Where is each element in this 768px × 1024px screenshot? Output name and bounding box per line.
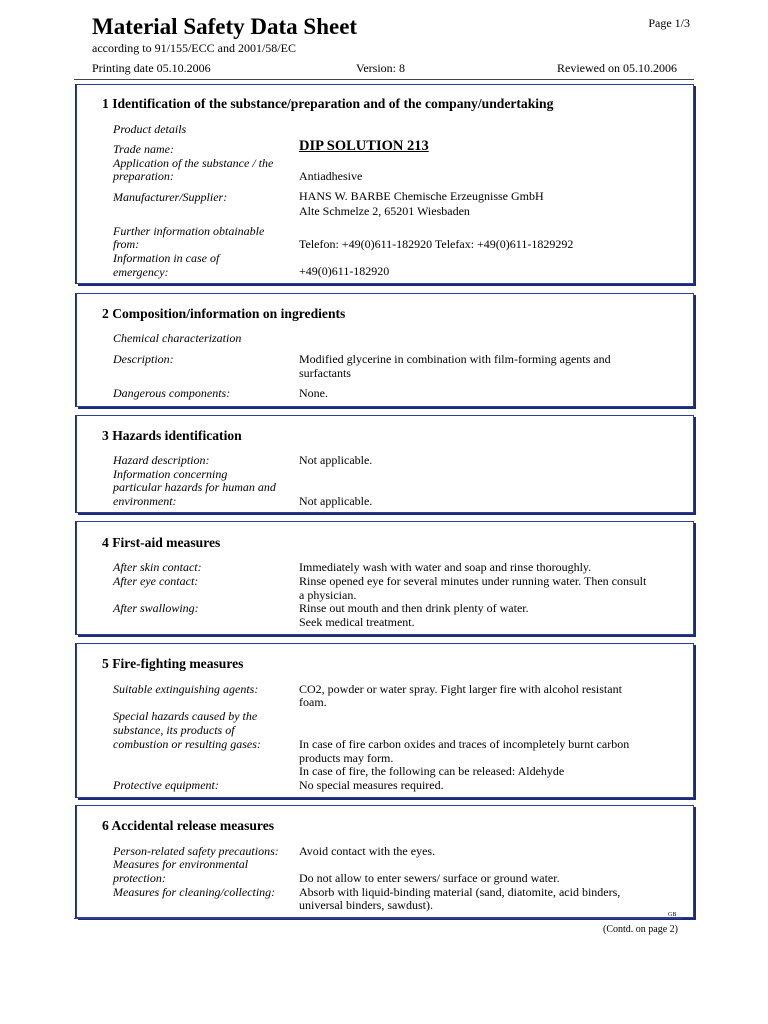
section-4-title: 4 First-aid measures (102, 535, 221, 550)
description-label: Description: (113, 352, 174, 366)
emergency-label-line1: Information in case of (113, 251, 220, 265)
continued-note: (Contd. on page 2) (603, 924, 678, 935)
swallowing-label: After swallowing: (113, 601, 199, 615)
special-hazards-label-line3: combustion or resulting gases: (113, 737, 261, 751)
special-hazards-value-line2: products may form. (299, 751, 394, 765)
emergency-value: +49(0)611-182920 (299, 264, 390, 278)
environmental-protection-value: Do not allow to enter sewers/ surface or ground water. (299, 871, 560, 885)
trade-name-label: Trade name: (113, 142, 174, 156)
description-value-line2: surfactants (299, 366, 351, 380)
hazard-description-label: Hazard description: (113, 453, 210, 467)
further-info-label-line2: from: (113, 237, 140, 251)
chemical-characterization-label: Chemical characterization (113, 331, 242, 345)
particular-hazards-label-line2: particular hazards for human and (113, 480, 276, 494)
document-title: Material Safety Data Sheet (92, 14, 358, 39)
extinguishing-agents-label: Suitable extinguishing agents: (113, 682, 259, 696)
section-6-box (76, 805, 694, 918)
cleaning-label: Measures for cleaning/collecting: (113, 885, 276, 899)
special-hazards-value-line1: In case of fire carbon oxides and traces of incompletely burnt carbon (299, 737, 630, 751)
eye-contact-value-line2: a physician. (299, 588, 357, 602)
skin-contact-value: Immediately wash with water and soap and rinse thoroughly. (299, 560, 592, 574)
special-hazards-label-line1: Special hazards caused by the (113, 709, 258, 723)
manufacturer-name: HANS W. BARBE Chemische Erzeugnisse GmbH (299, 189, 544, 203)
section-3-box (76, 415, 694, 513)
application-label-line2: preparation: (113, 169, 174, 183)
application-label-line1: Application of the substance / the (113, 156, 274, 170)
section-2-box (76, 293, 694, 407)
trade-name-value: DIP SOLUTION 213 (299, 138, 429, 154)
section-1-title: 1 Identification of the substance/preparation and of the company/undertaking (102, 96, 554, 111)
eye-contact-label: After eye contact: (113, 574, 199, 588)
particular-hazards-label-line1: Information concerning (113, 467, 228, 481)
section-1-box (76, 84, 694, 284)
manufacturer-label: Manufacturer/Supplier: (113, 190, 228, 204)
person-precautions-value: Avoid contact with the eyes. (299, 844, 436, 858)
section-6-title: 6 Accidental release measures (102, 818, 275, 833)
special-hazards-label-line2: substance, its products of (113, 723, 235, 737)
emergency-label-line2: emergency: (113, 265, 169, 279)
application-value: Antiadhesive (299, 169, 363, 183)
dangerous-components-label: Dangerous components: (113, 386, 231, 400)
section-2-title: 2 Composition/information on ingredients (102, 306, 346, 321)
reviewed-date: Reviewed on 05.10.2006 (557, 61, 677, 75)
extinguishing-agents-value-line1: CO2, powder or water spray. Fight larger fire with alcohol resistant (299, 682, 622, 696)
further-info-value: Telefon: +49(0)611-182920 Telefax: +49(0)611-1829292 (299, 237, 574, 251)
environmental-protection-label-line1: Measures for environmental (113, 857, 249, 871)
description-value-line1: Modified glycerine in combination with film-forming agents and (299, 352, 611, 366)
language-code: GB (668, 912, 677, 918)
protective-equipment-label: Protective equipment: (113, 778, 219, 792)
environmental-protection-label-line2: protection: (113, 871, 166, 885)
particular-hazards-label-line3: environment: (113, 494, 177, 508)
section-4-box (76, 521, 694, 635)
extinguishing-agents-value-line2: foam. (299, 695, 327, 709)
cleaning-value-line1: Absorb with liquid-binding material (sand, diatomite, acid binders, (299, 885, 621, 899)
person-precautions-label: Person-related safety precautions: (113, 844, 279, 858)
dangerous-components-value: None. (299, 386, 328, 400)
product-details-label: Product details (113, 122, 187, 136)
section-3-title: 3 Hazards identification (102, 428, 242, 443)
particular-hazards-value: Not applicable. (299, 494, 373, 508)
eye-contact-value-line1: Rinse opened eye for several minutes under running water. Then consult (299, 574, 647, 588)
skin-contact-label: After skin contact: (113, 560, 202, 574)
footer-divider (74, 918, 682, 919)
manufacturer-address: Alte Schmelze 2, 65201 Wiesbaden (299, 204, 470, 218)
section-5-title: 5 Fire-fighting measures (102, 656, 244, 671)
further-info-label-line1: Further information obtainable (113, 224, 265, 238)
regulation-subtitle: according to 91/155/ECC and 2001/58/EC (92, 41, 296, 55)
printing-date: Printing date 05.10.2006 (92, 61, 211, 75)
special-hazards-value-line3: In case of fire, the following can be released: Aldehyde (299, 764, 565, 778)
page-number: Page 1/3 (648, 16, 690, 30)
protective-equipment-value: No special measures required. (299, 778, 444, 792)
swallowing-value-line2: Seek medical treatment. (299, 615, 415, 629)
header-divider (74, 79, 694, 80)
swallowing-value-line1: Rinse out mouth and then drink plenty of water. (299, 601, 529, 615)
cleaning-value-line2: universal binders, sawdust). (299, 898, 433, 912)
section-5-box (76, 643, 694, 798)
hazard-description-value: Not applicable. (299, 453, 373, 467)
version: Version: 8 (356, 61, 405, 75)
